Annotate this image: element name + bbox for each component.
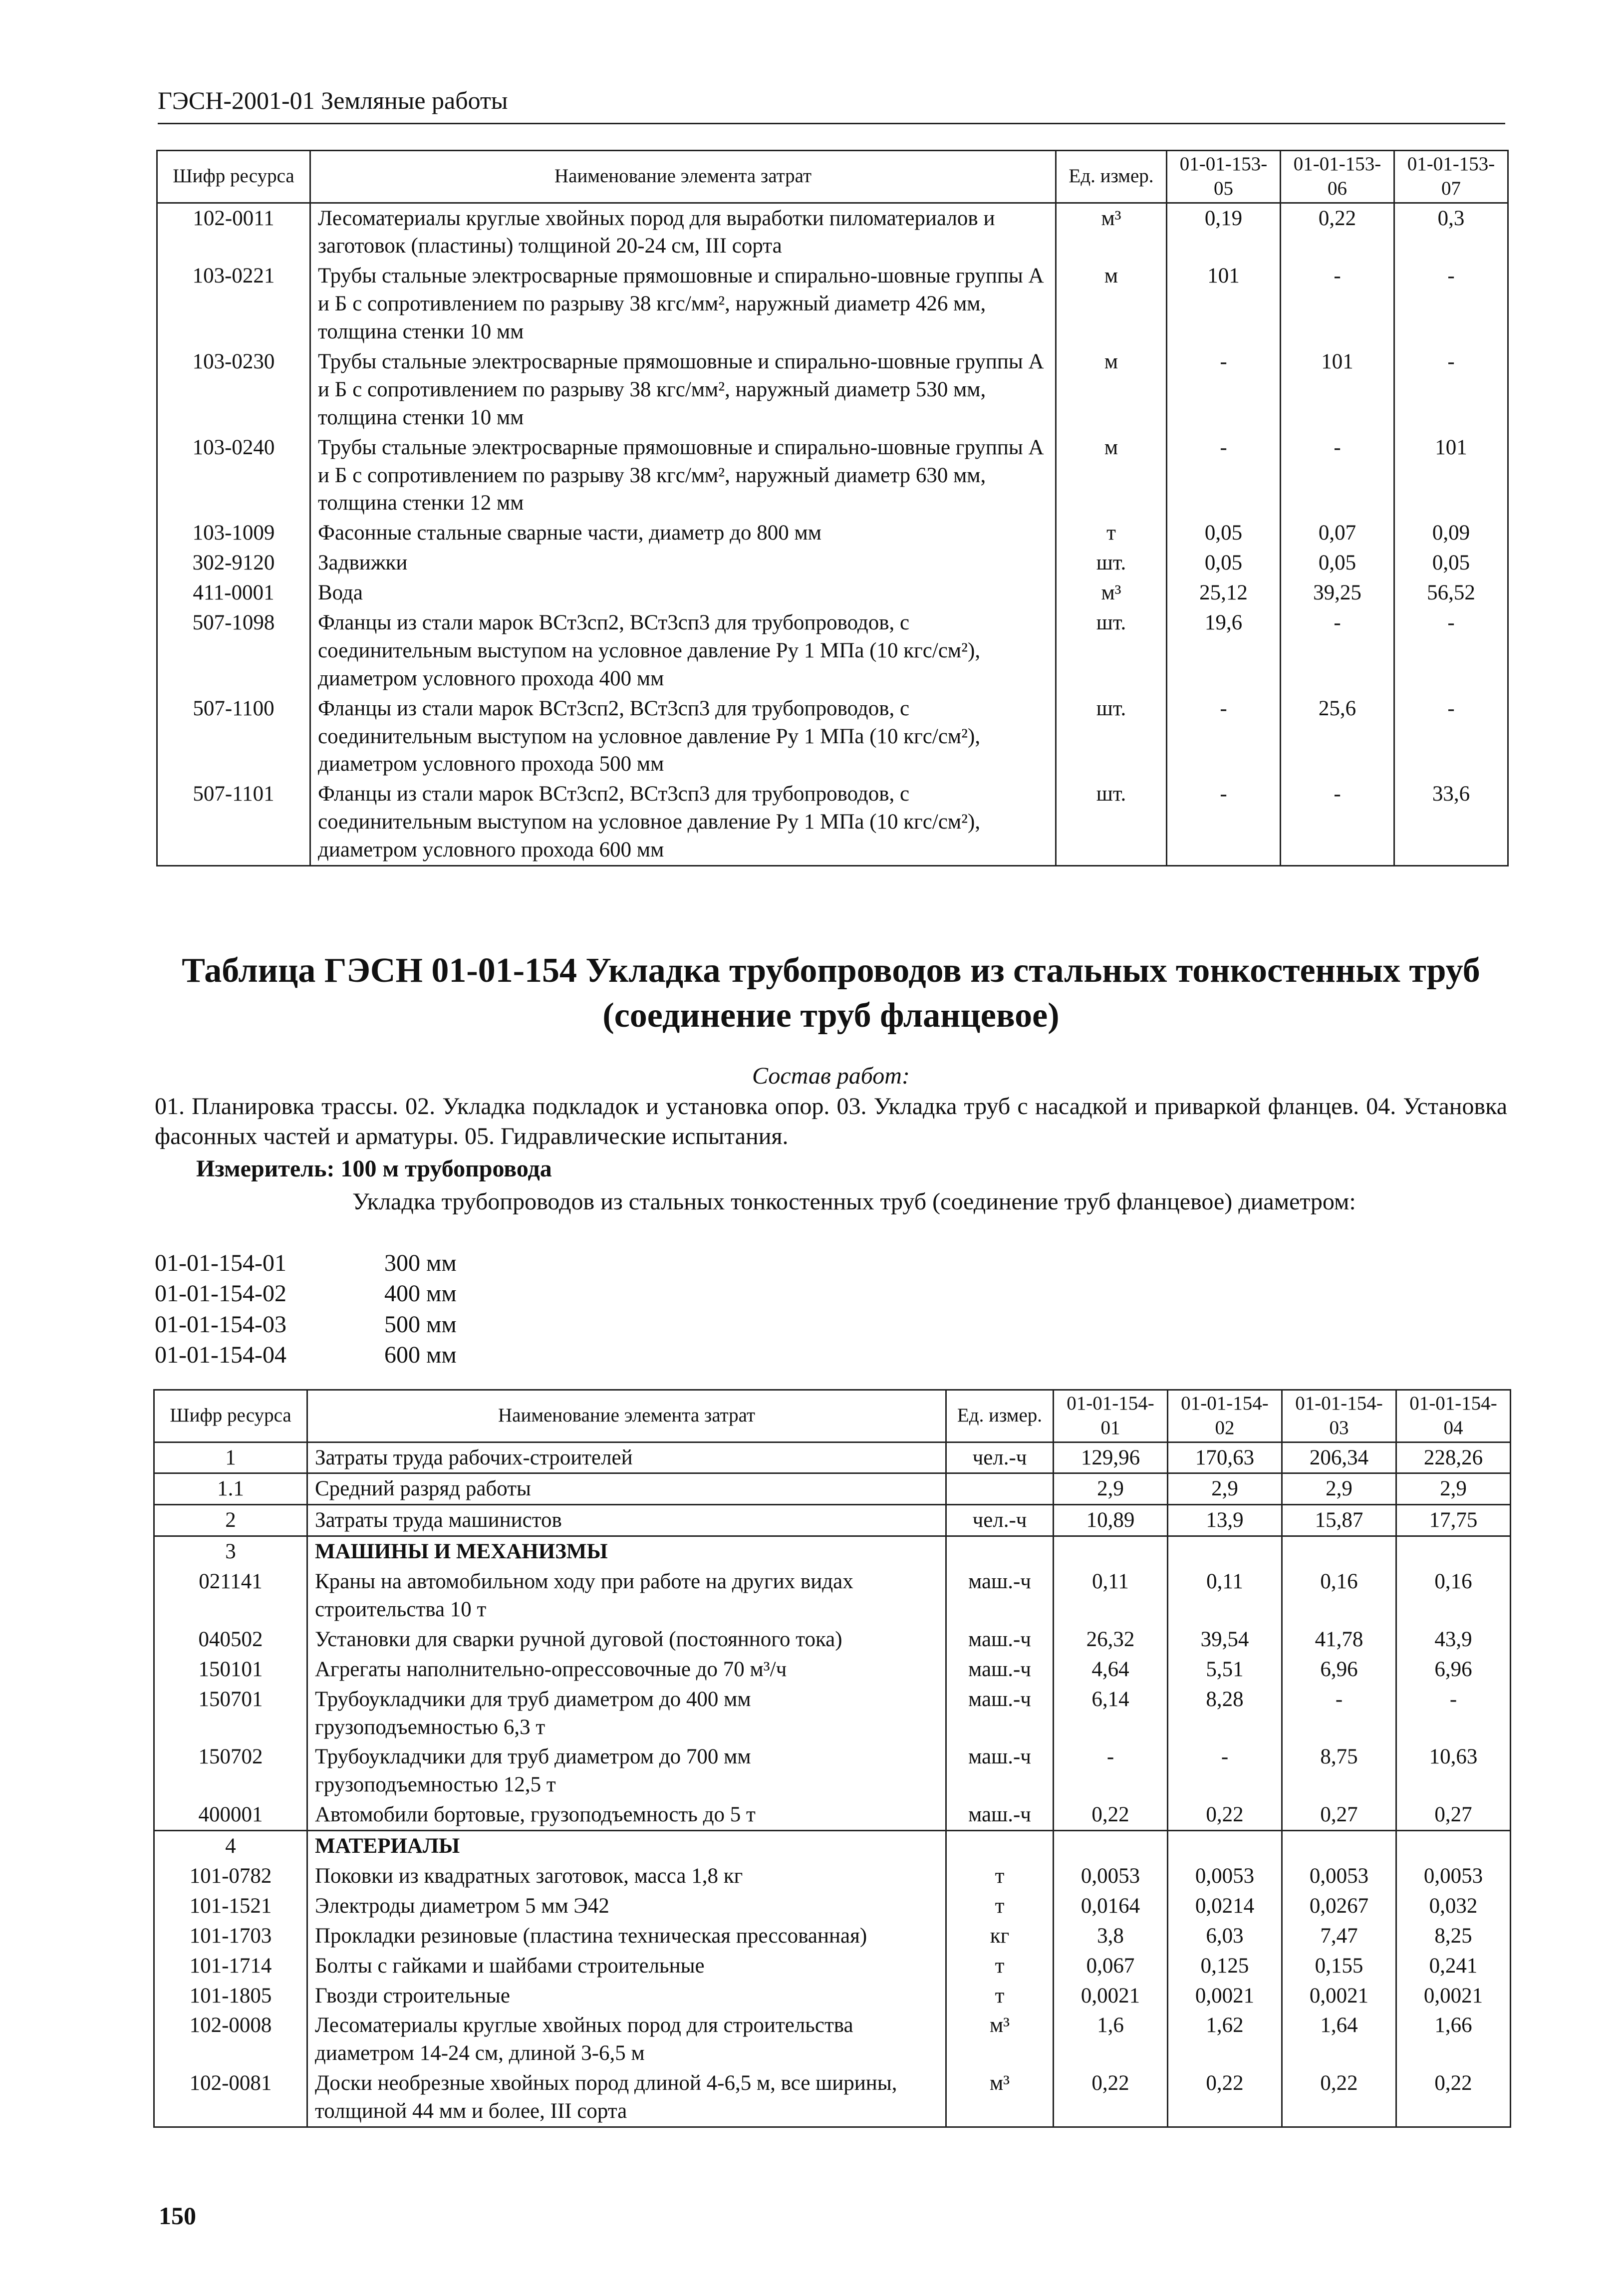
- table-row: [154, 1625, 1511, 1655]
- resource-value: 1,62: [1168, 2010, 1282, 2068]
- resource-value: 15,87: [1282, 1505, 1396, 1536]
- table-row: [154, 1951, 1511, 1981]
- resource-name: Трубоукладчики для труб диаметром до 700 мм грузоподъемностью 12,5 т: [307, 1742, 946, 1800]
- table-row: [154, 1567, 1511, 1625]
- table-row: [157, 347, 1508, 433]
- resource-code: 103-0221: [157, 261, 310, 347]
- unit-of-measure: маш.-ч: [946, 1742, 1054, 1800]
- table-row: [154, 1442, 1511, 1473]
- resource-value: 0,241: [1396, 1951, 1511, 1981]
- resource-value: 13,9: [1168, 1505, 1282, 1536]
- resource-code: 102-0011: [157, 203, 310, 261]
- resource-code: 1.1: [154, 1473, 307, 1505]
- table-row: [154, 1861, 1511, 1891]
- unit-of-measure: шт.: [1056, 548, 1167, 578]
- resource-value: 39,25: [1281, 578, 1394, 608]
- resource-name: Лесоматериалы круглые хвойных пород для выработки пиломатериалов и заготовок (пластины) толщиной 20-24 см, III сорта: [310, 203, 1056, 261]
- resource-name: Лесоматериалы круглые хвойных пород для строительства диаметром 14-24 см, длиной 3-6,5 м: [307, 2010, 946, 2068]
- resource-value: [1054, 1536, 1168, 1567]
- resource-table-154: [153, 1389, 1511, 2128]
- table-row: [157, 779, 1508, 865]
- resource-value: 33,6: [1394, 779, 1508, 865]
- resource-name: МАШИНЫ И МЕХАНИЗМЫ: [307, 1536, 946, 1567]
- resource-name: Трубы стальные электросварные прямошовные и спирально-шовные группы А и Б с сопротивлением по разрыву 38 кгс/мм², наружный диаметр 630 мм, толщина стенки 12 мм: [310, 433, 1056, 519]
- resource-value: 25,12: [1167, 578, 1281, 608]
- variant-diameter: 400 мм: [384, 1280, 457, 1307]
- resource-code: 2: [154, 1505, 307, 1536]
- resource-value: 0,0164: [1054, 1891, 1168, 1921]
- resource-value: 206,34: [1282, 1442, 1396, 1473]
- column-header-name: Наименование элемента затрат: [310, 151, 1056, 203]
- resource-value: 0,22: [1168, 1800, 1282, 1830]
- column-header-variant: 01-01-153-07: [1394, 151, 1508, 203]
- resource-value: 6,14: [1054, 1685, 1168, 1742]
- unit-of-measure: чел.-ч: [946, 1442, 1054, 1473]
- table-row: [154, 2068, 1511, 2127]
- resource-value: -: [1281, 779, 1394, 865]
- resource-code: 3: [154, 1536, 307, 1567]
- resource-value: -: [1282, 1685, 1396, 1742]
- resource-value: 4,64: [1054, 1655, 1168, 1685]
- table-row: [154, 1742, 1511, 1800]
- resource-value: 101: [1394, 433, 1508, 519]
- resource-code: 302-9120: [157, 548, 310, 578]
- resource-name: Поковки из квадратных заготовок, масса 1,8 кг: [307, 1861, 946, 1891]
- resource-value: 0,05: [1281, 548, 1394, 578]
- table-row: [157, 694, 1508, 780]
- resource-code: 102-0081: [154, 2068, 307, 2127]
- resource-code: 507-1098: [157, 608, 310, 694]
- table-row: [154, 1800, 1511, 1830]
- unit-of-measure: м³: [1056, 203, 1167, 261]
- resource-value: -: [1394, 347, 1508, 433]
- resource-value: 0,155: [1282, 1951, 1396, 1981]
- resource-name: Фланцы из стали марок ВСт3сп2, ВСт3сп3 для трубопроводов, с соединительным выступом на условное давление Ру 1 МПа (10 кгс/см²), диаметром условного прохода 600 мм: [310, 779, 1056, 865]
- resource-value: 101: [1167, 261, 1281, 347]
- resource-name: Прокладки резиновые (пластина техническая прессованная): [307, 1921, 946, 1951]
- column-header-variant: 01-01-153-06: [1281, 151, 1394, 203]
- variant-diameter: 600 мм: [384, 1342, 457, 1369]
- resource-value: 0,0021: [1054, 1981, 1168, 2011]
- unit-of-measure: м: [1056, 433, 1167, 519]
- resource-value: 3,8: [1054, 1921, 1168, 1951]
- unit-of-measure: [946, 1536, 1054, 1567]
- resource-value: 0,0021: [1168, 1981, 1282, 2011]
- unit-of-measure: т: [946, 1981, 1054, 2011]
- variant-code: 01-01-154-04: [155, 1342, 286, 1369]
- resource-value: -: [1167, 433, 1281, 519]
- resource-value: 43,9: [1396, 1625, 1511, 1655]
- resource-value: 8,28: [1168, 1685, 1282, 1742]
- resource-value: 0,16: [1396, 1567, 1511, 1625]
- unit-of-measure: м³: [946, 2068, 1054, 2127]
- resource-value: -: [1396, 1685, 1511, 1742]
- resource-name: Средний разряд работы: [307, 1473, 946, 1505]
- resource-name: Трубы стальные электросварные прямошовные и спирально-шовные группы А и Б с сопротивлением по разрыву 38 кгс/мм², наружный диаметр 426 мм, толщина стенки 10 мм: [310, 261, 1056, 347]
- resource-value: [1168, 1536, 1282, 1567]
- resource-value: -: [1168, 1742, 1282, 1800]
- table-row: [154, 1685, 1511, 1742]
- table-row: [154, 1505, 1511, 1536]
- table-row: [154, 1981, 1511, 2011]
- resource-value: 0,0053: [1168, 1861, 1282, 1891]
- resource-value: 129,96: [1054, 1442, 1168, 1473]
- column-header-variant: 01-01-154-02: [1168, 1390, 1282, 1442]
- resource-name: Фасонные стальные сварные части, диаметр до 800 мм: [310, 518, 1056, 548]
- resource-value: 19,6: [1167, 608, 1281, 694]
- page-header: ГЭСН-2001-01 Земляные работы: [158, 86, 1505, 124]
- resource-name: Фланцы из стали марок ВСт3сп2, ВСт3сп3 для трубопроводов, с соединительным выступом на условное давление Ру 1 МПа (10 кгс/см²), диаметром условного прохода 400 мм: [310, 608, 1056, 694]
- resource-value: -: [1281, 433, 1394, 519]
- resource-name: Затраты труда рабочих-строителей: [307, 1442, 946, 1473]
- resource-value: 6,03: [1168, 1921, 1282, 1951]
- work-composition-text: 01. Планировка трассы. 02. Укладка подкладок и установка опор. 03. Укладка труб с насадкой и приваркой фланцев. 04. Установка фасонных частей и арматуры. 05. Гидравлические испытания.: [155, 1093, 1507, 1149]
- unit-of-measure: шт.: [1056, 608, 1167, 694]
- resource-value: 17,75: [1396, 1505, 1511, 1536]
- resource-value: 26,32: [1054, 1625, 1168, 1655]
- resource-value: 0,0021: [1396, 1981, 1511, 2011]
- resource-value: 0,11: [1168, 1567, 1282, 1625]
- resource-value: 0,067: [1054, 1951, 1168, 1981]
- resource-value: 6,96: [1396, 1655, 1511, 1685]
- resource-value: 0,07: [1281, 518, 1394, 548]
- work-composition-caption: Состав работ:: [752, 1063, 910, 1089]
- table-body: [157, 203, 1508, 865]
- resource-value: [1396, 1831, 1511, 1861]
- unit-of-measure: кг: [946, 1921, 1054, 1951]
- unit-of-measure: [946, 1831, 1054, 1861]
- variant-list: [155, 1248, 457, 1371]
- resource-value: 2,9: [1282, 1473, 1396, 1505]
- table-row: [154, 1655, 1511, 1685]
- resource-value: 8,75: [1282, 1742, 1396, 1800]
- resource-name: Задвижки: [310, 548, 1056, 578]
- resource-name: Вода: [310, 578, 1056, 608]
- resource-value: 0,22: [1054, 2068, 1168, 2127]
- resource-code: 101-1714: [154, 1951, 307, 1981]
- section-title: Таблица ГЭСН 01-01-154 Укладка трубопроводов из стальных тонкостенных труб (соединение труб фланцевое): [182, 951, 1480, 1035]
- variant-diameter: 300 мм: [384, 1250, 457, 1276]
- resource-value: 1,66: [1396, 2010, 1511, 2068]
- resource-value: 0,05: [1394, 548, 1508, 578]
- resource-value: 0,22: [1396, 2068, 1511, 2127]
- variant-code: 01-01-154-02: [155, 1280, 286, 1307]
- section-row: [154, 1536, 1511, 1567]
- unit-of-measure: чел.-ч: [946, 1505, 1054, 1536]
- resource-value: 0,22: [1281, 203, 1394, 261]
- resource-value: 0,11: [1054, 1567, 1168, 1625]
- resource-value: 0,0214: [1168, 1891, 1282, 1921]
- resource-value: 0,032: [1396, 1891, 1511, 1921]
- resource-name: Агрегаты наполнительно-опрессовочные до 70 м³/ч: [307, 1655, 946, 1685]
- resource-code: 150101: [154, 1655, 307, 1685]
- table-row: [157, 203, 1508, 261]
- resource-value: 5,51: [1168, 1655, 1282, 1685]
- unit-of-measure: шт.: [1056, 779, 1167, 865]
- resource-code: 040502: [154, 1625, 307, 1655]
- resource-code: 507-1100: [157, 694, 310, 780]
- resource-code: 103-1009: [157, 518, 310, 548]
- unit-of-measure: т: [946, 1951, 1054, 1981]
- resource-code: 507-1101: [157, 779, 310, 865]
- resource-value: 39,54: [1168, 1625, 1282, 1655]
- variant-item: [155, 1340, 457, 1370]
- table-body: [154, 1442, 1511, 2127]
- resource-code: 150701: [154, 1685, 307, 1742]
- resource-name: Автомобили бортовые, грузоподъемность до 5 т: [307, 1800, 946, 1830]
- resource-code: 101-0782: [154, 1861, 307, 1891]
- resource-name: МАТЕРИАЛЫ: [307, 1831, 946, 1861]
- table-row: [157, 261, 1508, 347]
- resource-value: 0,05: [1167, 518, 1281, 548]
- table-row: [157, 548, 1508, 578]
- unit-of-measure: м³: [1056, 578, 1167, 608]
- resource-name: Фланцы из стали марок ВСт3сп2, ВСт3сп3 для трубопроводов, с соединительным выступом на условное давление Ру 1 МПа (10 кгс/см²), диаметром условного прохода 500 мм: [310, 694, 1056, 780]
- measure-unit: Измеритель: 100 м трубопровода: [196, 1155, 552, 1182]
- unit-of-measure: маш.-ч: [946, 1800, 1054, 1830]
- resource-code: 1: [154, 1442, 307, 1473]
- resource-code: 101-1521: [154, 1891, 307, 1921]
- unit-of-measure: м³: [946, 2010, 1054, 2068]
- resource-code: 021141: [154, 1567, 307, 1625]
- resource-value: 0,0053: [1054, 1861, 1168, 1891]
- resource-value: -: [1167, 347, 1281, 433]
- resource-value: -: [1394, 694, 1508, 780]
- resource-name: Болты с гайками и шайбами строительные: [307, 1951, 946, 1981]
- table-row: [157, 433, 1508, 519]
- unit-of-measure: маш.-ч: [946, 1567, 1054, 1625]
- column-header-unit: Ед. измер.: [1056, 151, 1167, 203]
- resource-name: Доски необрезные хвойных пород длиной 4-6,5 м, все ширины, толщиной 44 мм и более, III сорта: [307, 2068, 946, 2127]
- unit-of-measure: маш.-ч: [946, 1655, 1054, 1685]
- resource-value: [1282, 1536, 1396, 1567]
- resource-value: 0,3: [1394, 203, 1508, 261]
- resource-value: 0,19: [1167, 203, 1281, 261]
- resource-value: [1282, 1831, 1396, 1861]
- page-number: 150: [159, 2202, 196, 2230]
- table-row: [154, 1473, 1511, 1505]
- resource-name: Установки для сварки ручной дуговой (постоянного тока): [307, 1625, 946, 1655]
- resource-code: 103-0230: [157, 347, 310, 433]
- resource-value: 6,96: [1282, 1655, 1396, 1685]
- resource-code: 4: [154, 1831, 307, 1861]
- resource-value: 0,0053: [1396, 1861, 1511, 1891]
- table-row: [154, 1921, 1511, 1951]
- variant-diameter: 500 мм: [384, 1311, 457, 1338]
- resource-value: 10,63: [1396, 1742, 1511, 1800]
- unit-of-measure: маш.-ч: [946, 1625, 1054, 1655]
- resource-value: 0,09: [1394, 518, 1508, 548]
- unit-of-measure: маш.-ч: [946, 1685, 1054, 1742]
- resource-value: -: [1281, 261, 1394, 347]
- variant-item: [155, 1309, 457, 1340]
- variant-item: [155, 1248, 457, 1278]
- column-header-variant: 01-01-154-03: [1282, 1390, 1396, 1442]
- column-header-variant: 01-01-154-01: [1054, 1390, 1168, 1442]
- column-header-code: Шифр ресурса: [154, 1390, 307, 1442]
- resource-value: 1,64: [1282, 2010, 1396, 2068]
- resource-code: 102-0008: [154, 2010, 307, 2068]
- resource-value: 0,27: [1396, 1800, 1511, 1830]
- resource-value: 56,52: [1394, 578, 1508, 608]
- column-header-variant: 01-01-154-04: [1396, 1390, 1511, 1442]
- resource-value: -: [1281, 608, 1394, 694]
- resource-value: 0,05: [1167, 548, 1281, 578]
- resource-code: 101-1703: [154, 1921, 307, 1951]
- resource-value: 0,16: [1282, 1567, 1396, 1625]
- resource-name: Электроды диаметром 5 мм Э42: [307, 1891, 946, 1921]
- resource-name: Трубы стальные электросварные прямошовные и спирально-шовные группы А и Б с сопротивлением по разрыву 38 кгс/мм², наружный диаметр 530 мм, толщина стенки 10 мм: [310, 347, 1056, 433]
- resource-code: 150702: [154, 1742, 307, 1800]
- resource-value: 0,125: [1168, 1951, 1282, 1981]
- resource-value: 2,9: [1396, 1473, 1511, 1505]
- table-header-row: [157, 151, 1508, 203]
- unit-of-measure: т: [1056, 518, 1167, 548]
- resource-value: -: [1394, 261, 1508, 347]
- resource-code: 103-0240: [157, 433, 310, 519]
- unit-of-measure: т: [946, 1891, 1054, 1921]
- resource-value: 0,22: [1054, 1800, 1168, 1830]
- resource-name: Затраты труда машинистов: [307, 1505, 946, 1536]
- resource-value: 170,63: [1168, 1442, 1282, 1473]
- resource-value: 0,27: [1282, 1800, 1396, 1830]
- resource-code: 411-0001: [157, 578, 310, 608]
- resource-value: 0,0021: [1282, 1981, 1396, 2011]
- resource-value: -: [1167, 779, 1281, 865]
- section-row: [154, 1831, 1511, 1861]
- resource-value: 0,0053: [1282, 1861, 1396, 1891]
- resource-value: 228,26: [1396, 1442, 1511, 1473]
- resource-value: 8,25: [1396, 1921, 1511, 1951]
- table-row: [154, 1891, 1511, 1921]
- resource-value: 0,22: [1168, 2068, 1282, 2127]
- column-header-name: Наименование элемента затрат: [307, 1390, 946, 1442]
- unit-of-measure: м: [1056, 261, 1167, 347]
- resource-code: 400001: [154, 1800, 307, 1830]
- resource-value: 2,9: [1168, 1473, 1282, 1505]
- resource-value: 10,89: [1054, 1505, 1168, 1536]
- resource-value: [1396, 1536, 1511, 1567]
- resource-code: 101-1805: [154, 1981, 307, 2011]
- resource-value: 101: [1281, 347, 1394, 433]
- resource-value: -: [1167, 694, 1281, 780]
- unit-of-measure: т: [946, 1861, 1054, 1891]
- table-row: [157, 608, 1508, 694]
- table-row: [154, 2010, 1511, 2068]
- column-header-variant: 01-01-153-05: [1167, 151, 1281, 203]
- table-row: [157, 518, 1508, 548]
- table-header-row: [154, 1390, 1511, 1442]
- unit-of-measure: [946, 1473, 1054, 1505]
- resource-table-153: [156, 150, 1509, 866]
- resource-value: 2,9: [1054, 1473, 1168, 1505]
- resource-value: 25,6: [1281, 694, 1394, 780]
- unit-of-measure: шт.: [1056, 694, 1167, 780]
- resource-value: [1168, 1831, 1282, 1861]
- resource-name: Краны на автомобильном ходу при работе на других видах строительства 10 т: [307, 1567, 946, 1625]
- resource-value: 41,78: [1282, 1625, 1396, 1655]
- variant-intro: Укладка трубопроводов из стальных тонкостенных труб (соединение труб фланцевое) диаметром:: [352, 1188, 1356, 1215]
- resource-name: Трубоукладчики для труб диаметром до 400 мм грузоподъемностью 6,3 т: [307, 1685, 946, 1742]
- variant-code: 01-01-154-01: [155, 1250, 286, 1276]
- resource-value: 0,0267: [1282, 1891, 1396, 1921]
- resource-value: 0,22: [1282, 2068, 1396, 2127]
- resource-value: [1054, 1831, 1168, 1861]
- resource-name: Гвозди строительные: [307, 1981, 946, 2011]
- column-header-unit: Ед. измер.: [946, 1390, 1054, 1442]
- table-row: [157, 578, 1508, 608]
- variant-item: [155, 1278, 457, 1309]
- column-header-code: Шифр ресурса: [157, 151, 310, 203]
- resource-value: -: [1054, 1742, 1168, 1800]
- resource-value: 7,47: [1282, 1921, 1396, 1951]
- variant-code: 01-01-154-03: [155, 1311, 286, 1338]
- unit-of-measure: м: [1056, 347, 1167, 433]
- resource-value: 1,6: [1054, 2010, 1168, 2068]
- resource-value: -: [1394, 608, 1508, 694]
